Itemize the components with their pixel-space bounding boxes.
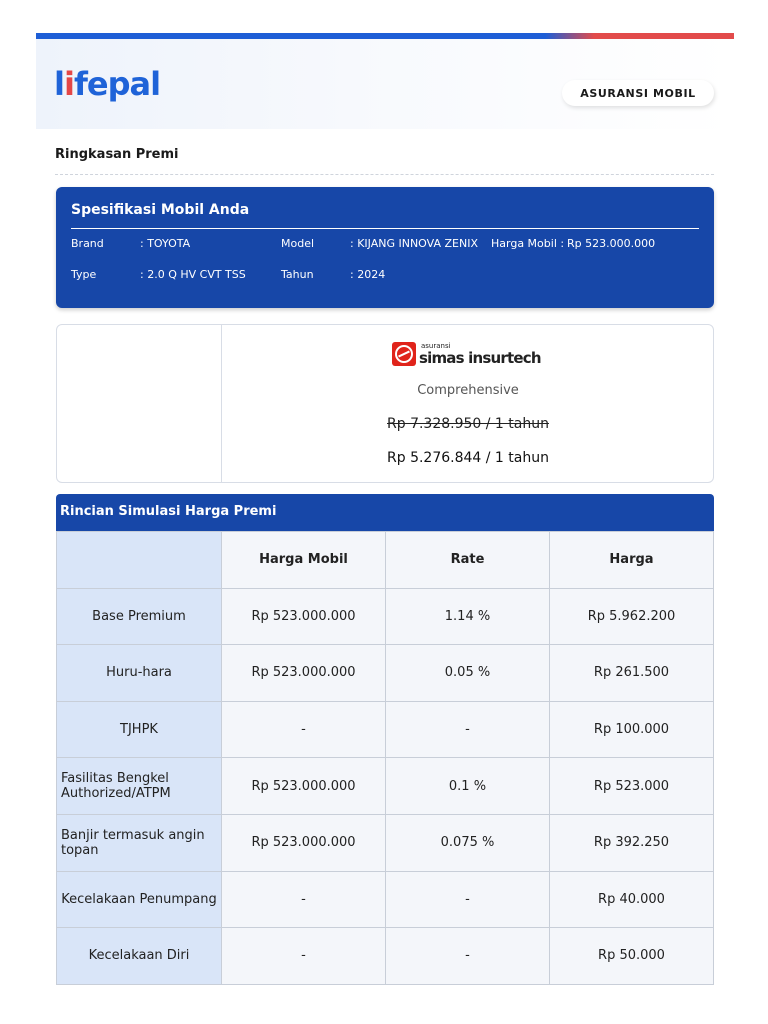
table-row bbox=[57, 588, 714, 645]
type-label: Type bbox=[71, 268, 97, 281]
breakdown-title: Rincian Simulasi Harga Premi bbox=[56, 494, 714, 531]
rate-cell: - bbox=[386, 871, 550, 928]
table-header-row bbox=[57, 532, 714, 589]
spec-divider bbox=[71, 228, 699, 229]
brand-label: Brand bbox=[71, 237, 104, 250]
rate-cell: 0.075 % bbox=[386, 814, 550, 871]
insurer-logo bbox=[392, 342, 545, 366]
year-label: Tahun bbox=[281, 268, 314, 281]
logo-text-part: l bbox=[54, 65, 64, 103]
rate-cell: - bbox=[386, 928, 550, 985]
model-label: Model bbox=[281, 237, 315, 250]
row-label: Banjir termasuk angin topan bbox=[57, 814, 222, 871]
row-label: Base Premium bbox=[57, 588, 222, 645]
premium-breakdown-table bbox=[56, 531, 714, 985]
brand-value: : TOYOTA bbox=[140, 237, 191, 250]
row-label: Fasilitas Bengkel Authorized/ATPM bbox=[57, 758, 222, 815]
table-row bbox=[57, 928, 714, 985]
row-label: TJHPK bbox=[57, 701, 222, 758]
row-label: Kecelakaan Penumpang bbox=[57, 871, 222, 928]
simas-emblem-icon bbox=[392, 342, 416, 366]
spec-card-title: Spesifikasi Mobil Anda bbox=[71, 202, 250, 218]
car-price-value: Rp 523.000.000 bbox=[567, 237, 656, 250]
car-price-cell: - bbox=[222, 871, 386, 928]
rate-cell: 0.05 % bbox=[386, 645, 550, 702]
column-header: Harga bbox=[550, 532, 714, 589]
price-cell: Rp 523.000 bbox=[550, 758, 714, 815]
column-header: Harga Mobil bbox=[222, 532, 386, 589]
column-header: Rate bbox=[386, 532, 550, 589]
year-value: : 2024 bbox=[350, 268, 386, 281]
price-cell: Rp 5.962.200 bbox=[550, 588, 714, 645]
discounted-price: Rp 5.276.844 / 1 tahun bbox=[387, 450, 549, 466]
insurance-product-card bbox=[56, 324, 714, 483]
dashed-divider bbox=[55, 174, 714, 175]
price-cell: Rp 100.000 bbox=[550, 701, 714, 758]
plan-type: Comprehensive bbox=[417, 383, 519, 398]
lifepal-logo[interactable] bbox=[54, 65, 160, 103]
car-price-cell: Rp 523.000.000 bbox=[222, 758, 386, 815]
car-price-cell: Rp 523.000.000 bbox=[222, 814, 386, 871]
rate-cell: 1.14 % bbox=[386, 588, 550, 645]
car-price-cell: Rp 523.000.000 bbox=[222, 645, 386, 702]
row-label: Huru-hara bbox=[57, 645, 222, 702]
row-label: Kecelakaan Diri bbox=[57, 928, 222, 985]
table-corner-cell bbox=[57, 532, 222, 589]
logo-text-rest: fepal bbox=[73, 65, 161, 103]
insurer-logo-name: simas insurtech bbox=[419, 349, 541, 367]
car-price-cell: Rp 523.000.000 bbox=[222, 588, 386, 645]
price-cell: Rp 261.500 bbox=[550, 645, 714, 702]
table-row bbox=[57, 758, 714, 815]
table-row bbox=[57, 871, 714, 928]
car-spec-card bbox=[56, 187, 714, 308]
model-value: : KIJANG INNOVA ZENIX bbox=[350, 237, 478, 250]
table-row bbox=[57, 645, 714, 702]
logo-text-i: i bbox=[63, 65, 74, 103]
price-cell: Rp 392.250 bbox=[550, 814, 714, 871]
price-cell: Rp 50.000 bbox=[550, 928, 714, 985]
product-badge: ASURANSI MOBIL bbox=[562, 80, 714, 106]
section-title: Ringkasan Premi bbox=[55, 147, 179, 162]
table-row bbox=[57, 814, 714, 871]
table-row bbox=[57, 701, 714, 758]
car-price-cell: - bbox=[222, 928, 386, 985]
rate-cell: 0.1 % bbox=[386, 758, 550, 815]
price-cell: Rp 40.000 bbox=[550, 871, 714, 928]
insurer-logo-small-text: asuransi bbox=[421, 342, 451, 350]
car-price-label: Harga Mobil : bbox=[491, 237, 565, 250]
original-price: Rp 7.328.950 / 1 tahun bbox=[387, 416, 549, 432]
rate-cell: - bbox=[386, 701, 550, 758]
type-value: : 2.0 Q HV CVT TSS bbox=[140, 268, 246, 281]
car-price-cell: - bbox=[222, 701, 386, 758]
page-header bbox=[36, 39, 734, 129]
